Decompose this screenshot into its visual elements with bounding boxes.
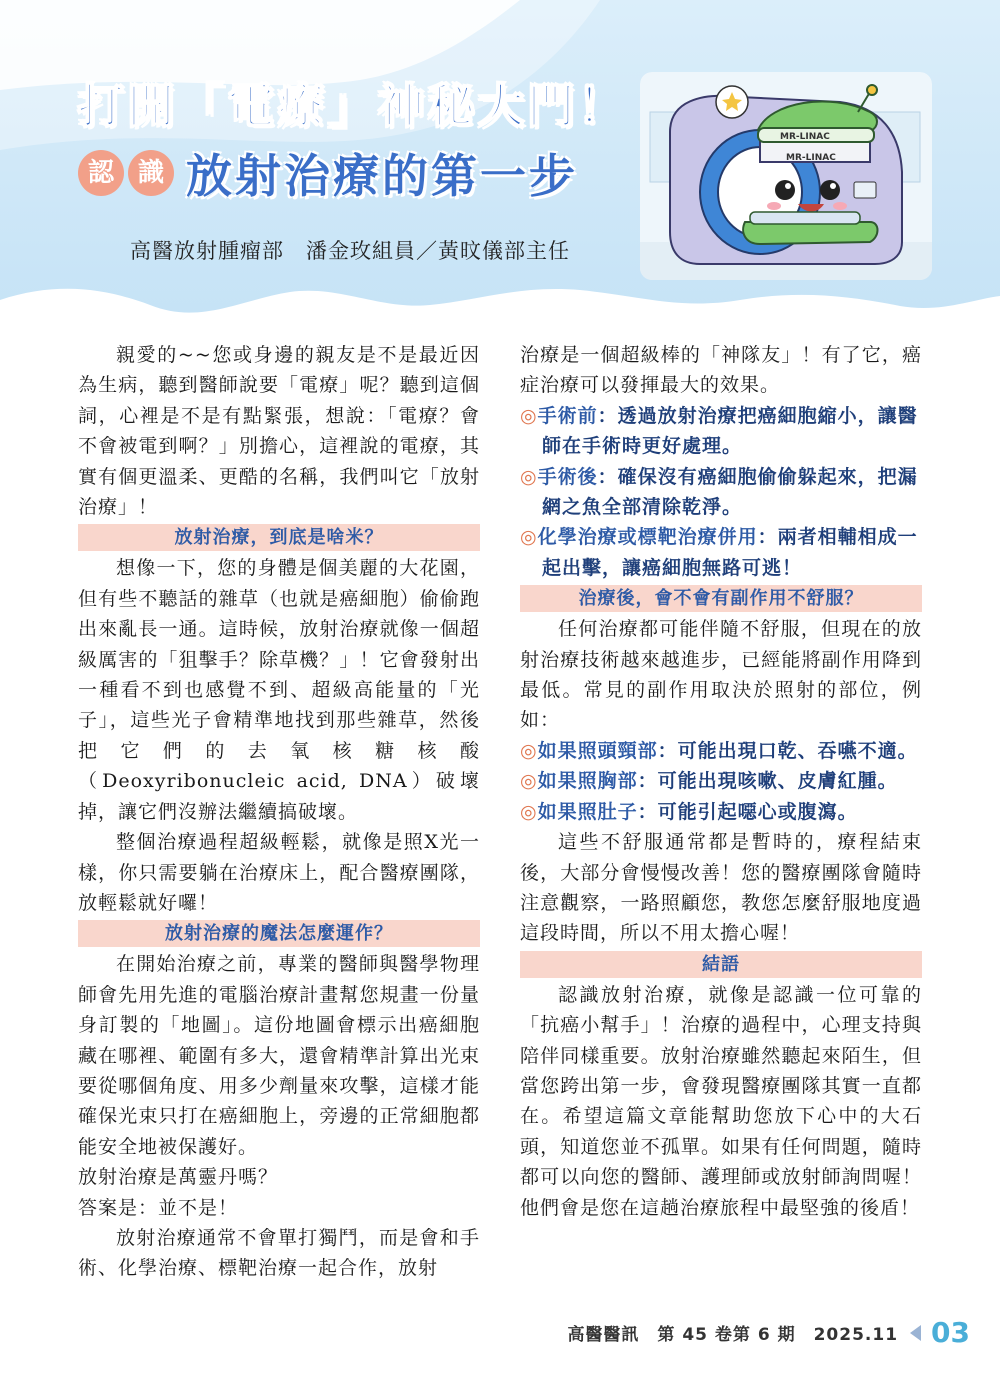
bullet-circle-icon: ◎ (520, 770, 538, 793)
journal-issue-info: 高醫醫訊 第 45 卷第 6 期 2025.11 (567, 1325, 899, 1345)
author-line: 高醫放射腫瘤部 潘金玫組員／黃旼儀部主任 (130, 239, 570, 263)
section-heading-what-is: 放射治療，到底是啥米？ (78, 524, 480, 551)
treatment-combination-list (520, 401, 922, 583)
triangle-left-icon (910, 1325, 921, 1341)
section-heading-side-effects: 治療後，會不會有副作用不舒服？ (520, 585, 922, 612)
page-number: 03 (931, 1316, 970, 1349)
section-heading-how-it-works: 放射治療的魔法怎麼運作？ (78, 920, 480, 947)
mr-linac-illustration (640, 72, 932, 280)
machine-label-front: MR-LINAC (786, 153, 836, 163)
left-column (78, 340, 480, 1284)
title-line2-text: 放射治療的第一步 (186, 149, 578, 203)
section1-paragraph1: 想像一下，您的身體是個美麗的大花園，但有些不聽話的雜草（也就是癌細胞）偷偷跑出來亂長一通。這時候，放射治療就像一個超級厲害的「狙擊手？除草機？」！它會發射出一種看不到也感覺不到、超級高能量的「光子」，這些光子會精準地找到那些雜草，然後把它們的去氧核糖核酸（Deoxyribonucleic acid, DNA）破壞掉，讓它們沒辦法繼續搞破壞。 (78, 557, 480, 823)
continued-paragraph: 治療是一個超級棒的「神隊友」！有了它，癌症治療可以發揮最大的效果。 (520, 344, 922, 397)
title-badge-1: 認 (78, 150, 124, 196)
section-heading-conclusion: 結語 (520, 951, 922, 978)
list-item: ◎如果照肚子：可能引起噁心或腹瀉。 (520, 800, 858, 823)
bullet-circle-icon: ◎ (520, 800, 538, 823)
list-item: ◎化學治療或標靶治療併用：兩者相輔相成一起出擊，讓癌細胞無路可逃！ (520, 526, 918, 579)
article-title-line1: 打開「電療」神秘大門！ (78, 79, 628, 133)
bullet-circle-icon: ◎ (520, 404, 538, 427)
section2-paragraph1: 在開始治療之前，專業的醫師與醫學物理師會先用先進的電腦治療計畫幫您規畫一份量身訂製的「地圖」。這份地圖會標示出癌細胞藏在哪裡、範圍有多大，還會精準計算出光束要從哪個角度、用多少劑量來攻擊，這樣才能確保光束只打在癌細胞上，旁邊的正常細胞都能安全地被保護好。 (78, 953, 480, 1158)
question-line: 放射治療是萬靈丹嗎？ (78, 1166, 279, 1189)
bullet-circle-icon: ◎ (520, 739, 538, 762)
list-item: ◎手術後：確保沒有癌細胞偷偷躲起來，把漏網之魚全部清除乾淨。 (520, 465, 918, 519)
section2-paragraph2: 放射治療通常不會單打獨鬥，而是會和手術、化學治療、標靶治療一起合作，放射 (78, 1226, 480, 1280)
section3-paragraph1: 任何治療都可能伴隨不舒服，但現在的放射治療技術越來越進步，已經能將副作用降到最低。常見的副作用取決於照射的部位，例如： (520, 618, 922, 732)
right-column (520, 340, 922, 1223)
answer-line: 答案是：並不是！ (78, 1196, 239, 1219)
intro-paragraph: 親愛的~~您或身邊的親友是不是最近因為生病，聽到醫師說要「電療」呢？聽到這個詞，心裡是不是有點緊張，想說：「電療？會不會被電到啊？」別擔心，這裡說的電療，其實有個更溫柔、更酷的名稱，我們叫它「放射治療」！ (78, 344, 480, 519)
list-item: ◎手術前：透過放射治療把癌細胞縮小，讓醫師在手術時更好處理。 (520, 404, 918, 458)
machine-label-top: MR-LINAC (780, 132, 830, 142)
list-item: ◎如果照頭頸部：可能出現口乾、吞嚥不適。 (520, 739, 918, 762)
list-item: ◎如果照胸部：可能出現咳嗽、皮膚紅腫。 (520, 770, 898, 793)
section1-paragraph2: 整個治療過程超級輕鬆，就像是照X光一樣，你只需要躺在治療床上，配合醫療團隊，放輕鬆就好囉！ (78, 831, 480, 914)
bullet-circle-icon: ◎ (520, 465, 538, 488)
page-footer (567, 1316, 970, 1349)
bullet-circle-icon: ◎ (520, 526, 538, 549)
conclusion-paragraph: 認識放射治療，就像是認識一位可靠的「抗癌小幫手」！治療的過程中，心理支持與陪伴同樣重要。放射治療雖然聽起來陌生，但當您跨出第一步，會發現醫療團隊其實一直都在。希望這篇文章能幫助您放下心中的大石頭，知道您並不孤單。如果有任何問題，隨時都可以向您的醫師、護理師或放射師詢問喔！他們會是您在這趟治療旅程中最堅強的後盾！ (520, 983, 922, 1219)
article-title-line2 (78, 140, 578, 203)
side-effects-list (520, 736, 922, 827)
section3-paragraph2: 這些不舒服通常都是暫時的，療程結束後，大部分會慢慢改善！您的醫療團隊會隨時注意觀察，一路照顧您，教您怎麼舒服地度過這段時間，所以不用太擔心喔！ (520, 831, 922, 945)
title-badge-2: 識 (128, 150, 174, 196)
